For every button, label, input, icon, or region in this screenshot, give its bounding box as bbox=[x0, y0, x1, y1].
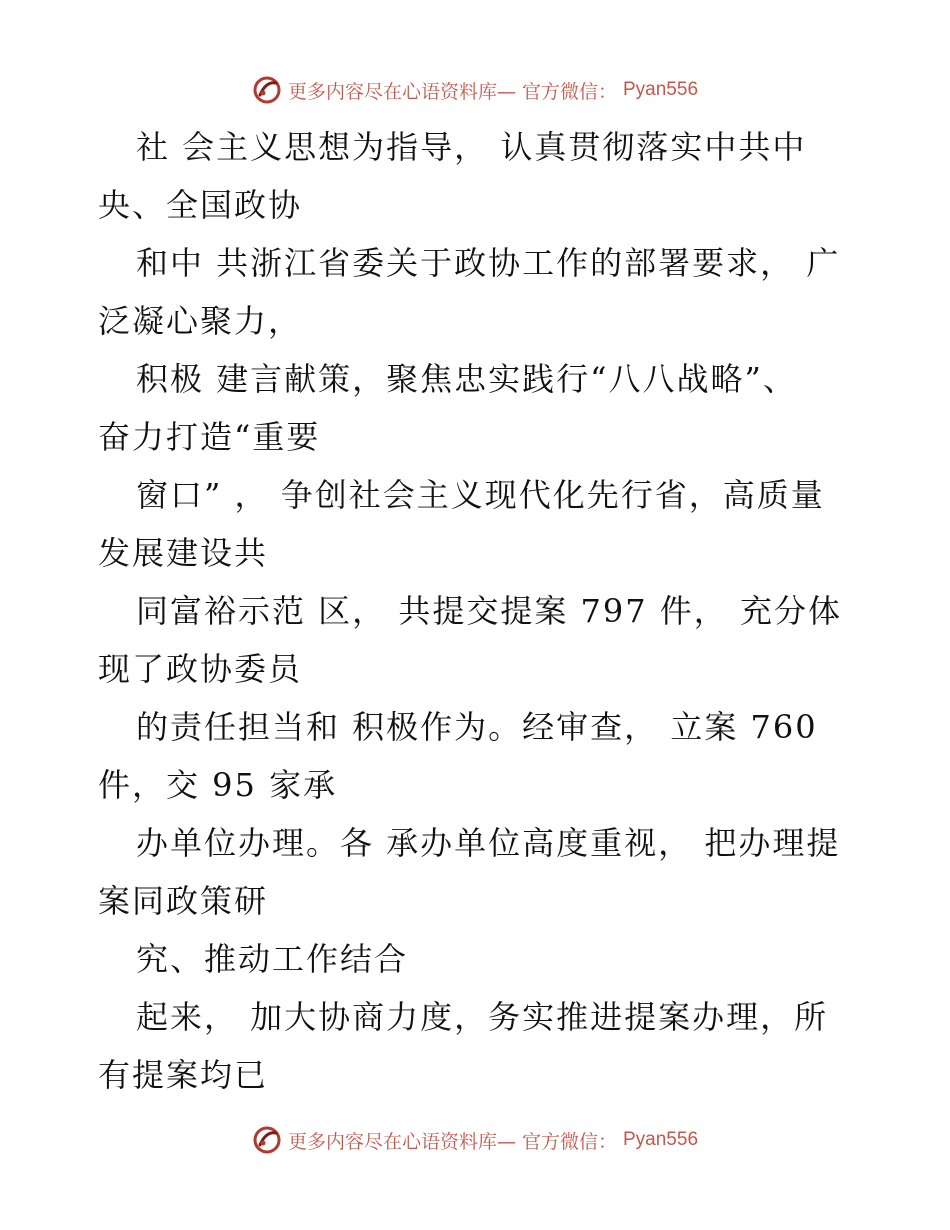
document-body bbox=[98, 118, 858, 1104]
text-line: 现了政协委员 bbox=[98, 650, 303, 688]
text-line: 究、推动工作结合 bbox=[136, 940, 409, 978]
text-line: 有提案均已 bbox=[98, 1056, 269, 1094]
text-line: 央、全国政协 bbox=[98, 186, 303, 224]
wechat-id: Pyan556 bbox=[623, 1129, 699, 1150]
text-line: 起来， 加大协商力度，务实推进提案办理，所 bbox=[136, 998, 829, 1036]
wechat-label: 官方微信： bbox=[521, 80, 617, 103]
brush-seal-logo-icon bbox=[252, 1125, 282, 1155]
text-line: 同富裕示范 区， 共提交提案 797 件， 充分体 bbox=[136, 592, 842, 630]
text-line: 办单位办理。各 承办单位高度重视， 把办理提 bbox=[136, 824, 841, 862]
banner-text: 更多内容尽在心语资料库— bbox=[287, 80, 516, 103]
wechat-label: 官方微信： bbox=[521, 1130, 617, 1153]
text-line: 奋力打造“重要 bbox=[98, 418, 321, 456]
text-line: 案同政策研 bbox=[98, 882, 269, 920]
brush-seal-logo-icon bbox=[252, 75, 282, 105]
text-line: 积极 建言献策，聚焦忠实践行“八八战略”、 bbox=[136, 360, 797, 398]
footer-banner bbox=[0, 1120, 950, 1160]
text-line: 件，交 95 家承 bbox=[98, 766, 338, 804]
banner-text: 更多内容尽在心语资料库— bbox=[287, 1130, 516, 1153]
text-line: 社 会主义思想为指导， 认真贯彻落实中共中 bbox=[136, 128, 807, 166]
text-line: 的责任担当和 积极作为。经审查， 立案 760 bbox=[136, 708, 818, 746]
header-banner bbox=[0, 70, 950, 110]
text-line: 窗口” ， 争创社会主义现代化先行省，高质量 bbox=[136, 476, 825, 514]
text-line: 和中 共浙江省委关于政协工作的部署要求， 广 bbox=[136, 244, 841, 282]
text-line: 泛凝心聚力， bbox=[98, 302, 303, 340]
text-line: 发展建设共 bbox=[98, 534, 269, 572]
wechat-id: Pyan556 bbox=[623, 79, 699, 100]
